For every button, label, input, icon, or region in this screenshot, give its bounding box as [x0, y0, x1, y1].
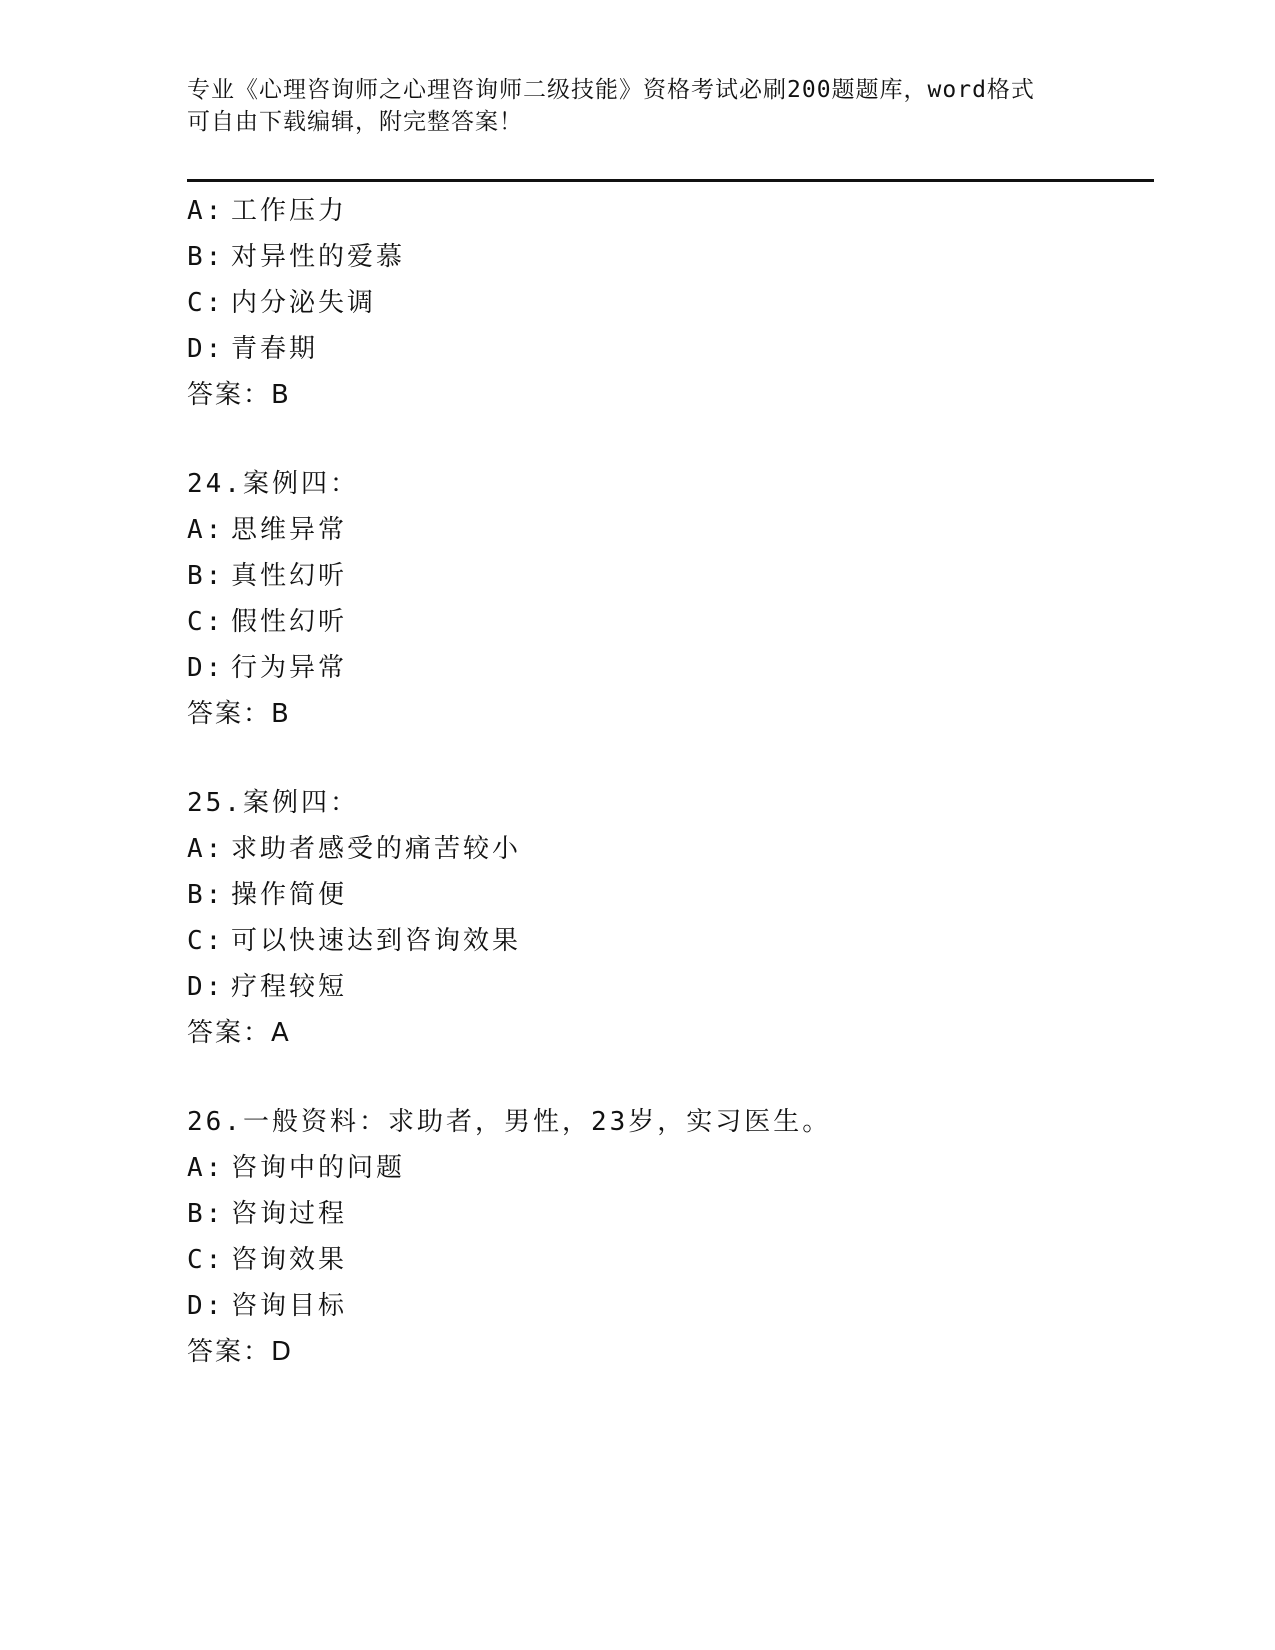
question-block-25	[187, 780, 1147, 1056]
option-b: B: 真性幻听	[187, 561, 348, 591]
answer-line: 答案：D	[187, 1337, 294, 1367]
option-d: D: 行为异常	[187, 653, 348, 683]
option-a: A: 求助者感受的痛苦较小	[187, 834, 522, 864]
option-b: B: 对异性的爱慕	[187, 242, 406, 272]
option-c: C: 内分泌失调	[187, 288, 377, 318]
question-block-24	[187, 461, 1147, 737]
option-c: C: 可以快速达到咨询效果	[187, 926, 522, 956]
answer-line: 答案：B	[187, 699, 291, 729]
header-divider	[187, 179, 1154, 182]
question-list	[187, 188, 1147, 1375]
question-block-26	[187, 1099, 1147, 1375]
option-d: D: 青春期	[187, 334, 319, 364]
question-block-continued	[187, 188, 1147, 418]
option-d: D: 咨询目标	[187, 1291, 348, 1321]
option-c: C: 咨询效果	[187, 1245, 348, 1275]
document-header	[187, 74, 1067, 138]
option-b: B: 操作简便	[187, 880, 348, 910]
option-b: B: 咨询过程	[187, 1199, 348, 1229]
header-title-line-2: 可自由下载编辑，附完整答案！	[187, 109, 523, 135]
answer-line: 答案：B	[187, 380, 291, 410]
option-a: A: 思维异常	[187, 515, 348, 545]
option-a: A: 工作压力	[187, 196, 348, 226]
answer-line: 答案：A	[187, 1018, 291, 1048]
question-stem: 24.案例四：	[187, 469, 359, 499]
option-c: C: 假性幻听	[187, 607, 348, 637]
option-a: A: 咨询中的问题	[187, 1153, 406, 1183]
option-d: D: 疗程较短	[187, 972, 348, 1002]
question-stem: 26.一般资料：求助者，男性，23岁，实习医生。	[187, 1107, 832, 1137]
question-stem: 25.案例四：	[187, 788, 359, 818]
header-title-line-1: 专业《心理咨询师之心理咨询师二级技能》资格考试必刷200题题库，word格式	[187, 77, 1035, 103]
